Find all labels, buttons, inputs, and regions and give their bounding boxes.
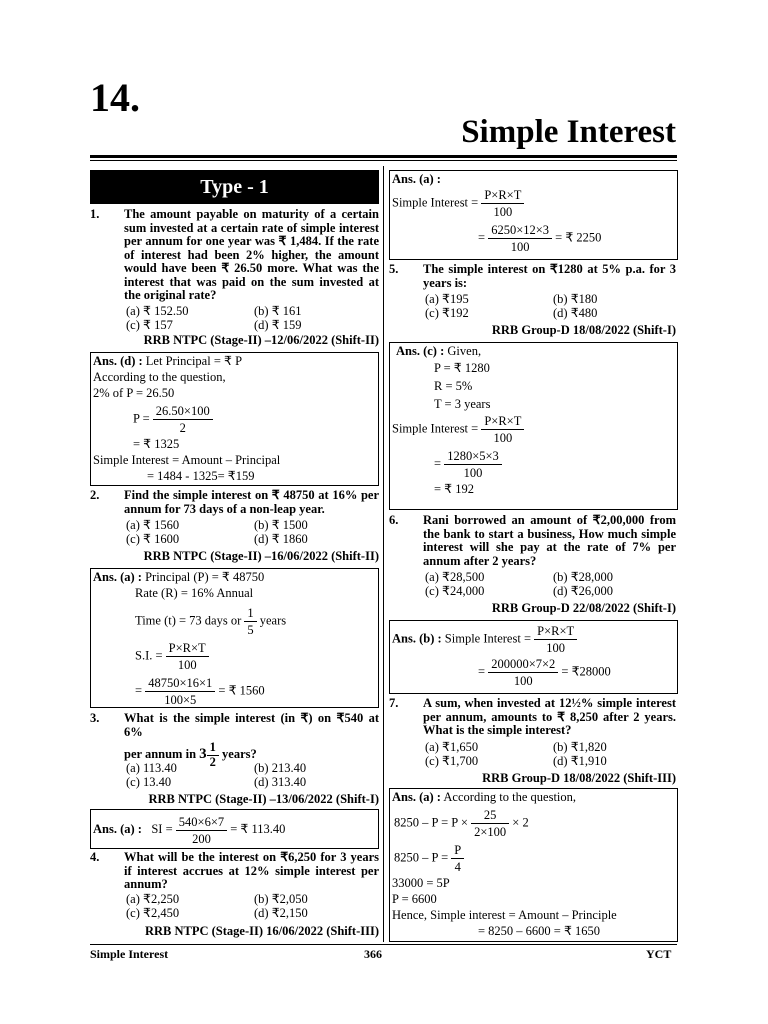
option: (b) ₹28,000 bbox=[553, 570, 614, 584]
page-number: 366 bbox=[364, 947, 382, 961]
denominator: 5 bbox=[247, 623, 254, 637]
q7-answer-box bbox=[389, 788, 678, 942]
answer-formula bbox=[390, 222, 677, 255]
formula-text: = bbox=[135, 683, 143, 698]
denominator: 100 bbox=[513, 674, 533, 688]
q1-source: RRB NTPC (Stage-II) –12/06/2022 (Shift-II) bbox=[143, 333, 379, 347]
q2-source: RRB NTPC (Stage-II) –16/06/2022 (Shift-II) bbox=[143, 549, 379, 563]
answer-line: P = ₹ 1280 bbox=[434, 361, 490, 375]
option: (d) ₹26,000 bbox=[553, 584, 614, 598]
answer-line: R = 5% bbox=[434, 379, 473, 393]
q5-answer-box bbox=[389, 342, 678, 510]
answer-line: Simple Interest = Amount – Principal bbox=[93, 453, 281, 467]
q4-answer-box bbox=[389, 170, 678, 260]
option: (d) ₹ 1860 bbox=[254, 532, 308, 546]
option: (a) ₹28,500 bbox=[425, 570, 485, 584]
answer-text: Principal (P) = ₹ 48750 bbox=[141, 570, 265, 584]
formula-text: years bbox=[259, 613, 287, 628]
fraction bbox=[488, 656, 558, 689]
answer-line: P = 6600 bbox=[392, 892, 437, 906]
numerator: 26.50×100 bbox=[153, 403, 213, 420]
footer-rule bbox=[90, 944, 677, 945]
q4-options bbox=[126, 892, 376, 920]
q7-options bbox=[425, 740, 675, 768]
fraction bbox=[176, 814, 227, 847]
q3-options bbox=[126, 761, 376, 789]
denominator: 2×100 bbox=[474, 825, 507, 839]
answer-formula bbox=[390, 842, 677, 875]
answer-line: According to the question, bbox=[93, 370, 226, 384]
numerator: 48750×16×1 bbox=[145, 675, 215, 692]
denominator: 100 bbox=[493, 431, 513, 445]
option: (c) ₹1,700 bbox=[425, 754, 479, 768]
question-text: What is the simple interest (in ₹) on ₹540 at 6% bbox=[124, 711, 379, 739]
option: (d) 313.40 bbox=[254, 775, 307, 789]
answer-formula bbox=[390, 623, 677, 656]
answer-text: Let Principal = ₹ P bbox=[142, 354, 243, 368]
option: (b) ₹2,050 bbox=[254, 892, 308, 906]
chapter-number: 14. bbox=[90, 75, 140, 120]
formula-text: = ₹ 1560 bbox=[218, 683, 265, 698]
numerator: 1 bbox=[207, 741, 219, 756]
answer-line: T = 3 years bbox=[434, 397, 491, 411]
answer-formula bbox=[91, 640, 378, 673]
answer-formula bbox=[91, 675, 378, 708]
formula-text: S.I. = bbox=[135, 648, 163, 663]
denominator: 100 bbox=[463, 466, 483, 480]
option: (c) ₹24,000 bbox=[425, 584, 485, 598]
formula-text: × 2 bbox=[512, 815, 529, 830]
question-number: 4. bbox=[90, 850, 100, 864]
q5-options bbox=[425, 292, 675, 320]
numerator: 200000×7×2 bbox=[488, 656, 558, 673]
numerator: 25 bbox=[471, 807, 509, 824]
denominator: 200 bbox=[192, 831, 211, 846]
answer-label: Ans. (b) : bbox=[392, 631, 442, 646]
option: (b) ₹180 bbox=[553, 292, 598, 306]
q1-options bbox=[126, 304, 376, 332]
question-1 bbox=[90, 208, 379, 303]
numerator: P×R×T bbox=[166, 640, 209, 657]
fraction bbox=[244, 605, 256, 638]
option: (a) ₹ 152.50 bbox=[126, 304, 189, 318]
question-text: What will be the interest on ₹6,250 for 3 years if interest accrues at 12% simple interest per annum? bbox=[124, 850, 379, 891]
answer-line: = 1484 - 1325= ₹159 bbox=[147, 469, 255, 483]
formula-text: = bbox=[434, 456, 442, 471]
answer-line: = 8250 – 6600 = ₹ 1650 bbox=[478, 924, 601, 938]
question-number: 6. bbox=[389, 513, 399, 527]
denominator: 100 bbox=[546, 641, 566, 655]
fraction bbox=[534, 623, 577, 656]
q5-source: RRB Group-D 18/08/2022 (Shift-I) bbox=[491, 323, 676, 337]
fraction bbox=[145, 675, 215, 708]
option: (c) 13.40 bbox=[126, 775, 172, 789]
question-number: 5. bbox=[389, 262, 399, 276]
question-6 bbox=[389, 514, 676, 568]
q4-source: RRB NTPC (Stage-II) 16/06/2022 (Shift-III) bbox=[144, 924, 379, 938]
numerator: P bbox=[451, 842, 464, 859]
q7-source: RRB Group-D 18/08/2022 (Shift-III) bbox=[482, 771, 676, 785]
option: (b) 213.40 bbox=[254, 761, 307, 775]
fraction bbox=[444, 448, 502, 481]
fraction bbox=[488, 222, 552, 255]
q6-source: RRB Group-D 22/08/2022 (Shift-I) bbox=[491, 601, 676, 615]
answer-line: Rate (R) = 16% Annual bbox=[135, 586, 254, 600]
numerator: 1 bbox=[244, 605, 256, 622]
q3-answer-box bbox=[90, 809, 379, 849]
option: (b) ₹ 1500 bbox=[254, 518, 308, 532]
answer-formula bbox=[390, 187, 677, 220]
question-2 bbox=[90, 489, 379, 516]
question-number: 2. bbox=[90, 488, 100, 502]
q2-options bbox=[126, 518, 376, 546]
denominator: 100 bbox=[510, 240, 530, 254]
question-4 bbox=[90, 851, 379, 892]
fraction bbox=[481, 187, 524, 220]
q1-answer-box bbox=[90, 352, 379, 486]
denominator: 100 bbox=[493, 205, 513, 219]
numerator: P×R×T bbox=[481, 413, 524, 430]
option: (d) ₹1,910 bbox=[553, 754, 607, 768]
publisher-name: YCT bbox=[646, 947, 672, 961]
answer-line: 2% of P = 26.50 bbox=[93, 386, 175, 400]
fraction bbox=[166, 640, 209, 673]
answer-label: Ans. (a) : bbox=[93, 822, 142, 836]
q3-source: RRB NTPC (Stage-II) –13/06/2022 (Shift-I) bbox=[148, 792, 379, 806]
q6-options bbox=[425, 570, 675, 598]
question-text: Find the simple interest on ₹ 48750 at 16% per annum for 73 days of a non-leap year. bbox=[124, 488, 379, 516]
formula-text: Time (t) = 73 days or bbox=[135, 613, 242, 628]
formula-text: 8250 – P = bbox=[394, 850, 449, 865]
formula-text: Simple Interest = bbox=[392, 421, 479, 436]
option: (a) ₹ 1560 bbox=[126, 518, 180, 532]
numerator: 1280×5×3 bbox=[444, 448, 502, 465]
option: (c) ₹192 bbox=[425, 306, 469, 320]
answer-formula bbox=[390, 413, 677, 446]
question-5 bbox=[389, 263, 676, 290]
formula-text: 8250 – P = P × bbox=[394, 815, 468, 830]
option: (c) ₹ 1600 bbox=[126, 532, 180, 546]
denominator: 4 bbox=[454, 860, 461, 874]
formula-text: = ₹ 2250 bbox=[555, 230, 602, 245]
type-heading: Type - 1 bbox=[90, 170, 379, 204]
option: (d) ₹2,150 bbox=[254, 906, 308, 920]
denominator: 100 bbox=[177, 658, 197, 672]
option: (c) ₹ 157 bbox=[126, 318, 173, 332]
answer-line: = ₹ 192 bbox=[434, 482, 475, 496]
question-number: 7. bbox=[389, 696, 399, 710]
option: (a) ₹2,250 bbox=[126, 892, 180, 906]
numerator: 540×6×7 bbox=[176, 814, 227, 831]
answer-text: Given, bbox=[444, 344, 482, 358]
question-text: per annum in bbox=[124, 746, 197, 761]
answer-formula bbox=[91, 605, 378, 638]
question-number: 1. bbox=[90, 207, 100, 221]
question-text: Rani borrowed an amount of ₹2,00,000 from the bank to start a business, How much simple interest will she pay at the rate of 7% per annum after 2 years? bbox=[423, 513, 676, 568]
answer-formula bbox=[91, 403, 378, 436]
option: (b) ₹1,820 bbox=[553, 740, 607, 754]
option: (a) ₹1,650 bbox=[425, 740, 479, 754]
formula-text: = bbox=[478, 664, 486, 679]
option: (d) ₹ 159 bbox=[254, 318, 302, 332]
q6-answer-box bbox=[389, 620, 678, 694]
title-rule-thin bbox=[90, 160, 677, 161]
question-text: The simple interest on ₹1280 at 5% p.a. for 3 years is: bbox=[423, 262, 676, 290]
answer-line: Hence, Simple interest = Amount – Principle bbox=[392, 908, 617, 922]
q2-answer-box bbox=[90, 568, 379, 708]
question-7 bbox=[389, 697, 676, 738]
title-rule bbox=[90, 155, 677, 158]
fraction bbox=[451, 842, 464, 875]
option: (d) ₹480 bbox=[553, 306, 598, 320]
question-text: years? bbox=[222, 746, 257, 761]
question-text: The amount payable on maturity of a certain sum invested at a certain rate of simple interest per annum for one year was ₹ 1,484. If the rate of interest had been 2% higher, the amount would have been ₹ 26.50 more. What was the interest that was paid on the sum invested at the original rate? bbox=[124, 207, 379, 302]
answer-label: Ans. (a) : bbox=[93, 570, 142, 584]
chapter-title: Simple Interest bbox=[461, 114, 676, 150]
option: (c) ₹2,450 bbox=[126, 906, 180, 920]
denominator: 2 bbox=[179, 421, 186, 435]
mixed-whole: 3 bbox=[199, 745, 207, 762]
denominator: 100×5 bbox=[164, 693, 197, 707]
fraction bbox=[481, 413, 524, 446]
question-number: 3. bbox=[90, 711, 100, 725]
numerator: P×R×T bbox=[534, 623, 577, 640]
numerator: 6250×12×3 bbox=[488, 222, 552, 239]
option: (a) 113.40 bbox=[126, 761, 177, 775]
formula-text: = ₹ 113.40 bbox=[230, 822, 286, 836]
answer-formula bbox=[390, 448, 677, 481]
formula-text: SI = bbox=[151, 822, 173, 836]
denominator: 2 bbox=[209, 754, 216, 769]
answer-formula bbox=[390, 807, 677, 840]
answer-label: Ans. (d) : bbox=[93, 354, 143, 368]
answer-line: = ₹ 1325 bbox=[133, 437, 180, 451]
answer-label: Ans. (c) : bbox=[396, 344, 445, 358]
formula-text: Simple Interest = bbox=[444, 631, 531, 646]
answer-label: Ans. (a) : bbox=[392, 790, 441, 804]
formula-text: = ₹28000 bbox=[561, 664, 611, 679]
question-text: A sum, when invested at 12½% simple interest per annum, amounts to ₹ 8,250 after 2 years. What is the simple interest? bbox=[423, 696, 676, 737]
answer-label: Ans. (a) : bbox=[392, 172, 441, 186]
formula-text: P = bbox=[133, 411, 150, 426]
formula-text: Simple Interest = bbox=[392, 195, 479, 210]
footer-section: Simple Interest bbox=[90, 947, 169, 961]
fraction bbox=[471, 807, 509, 840]
fraction bbox=[153, 403, 213, 436]
answer-formula bbox=[390, 656, 677, 689]
option: (a) ₹195 bbox=[425, 292, 469, 306]
formula-text: = bbox=[478, 230, 486, 245]
column-divider bbox=[383, 166, 384, 942]
numerator: P×R×T bbox=[481, 187, 524, 204]
answer-line: 33000 = 5P bbox=[392, 876, 450, 890]
option: (b) ₹ 161 bbox=[254, 304, 302, 318]
answer-text: According to the question, bbox=[440, 790, 577, 804]
